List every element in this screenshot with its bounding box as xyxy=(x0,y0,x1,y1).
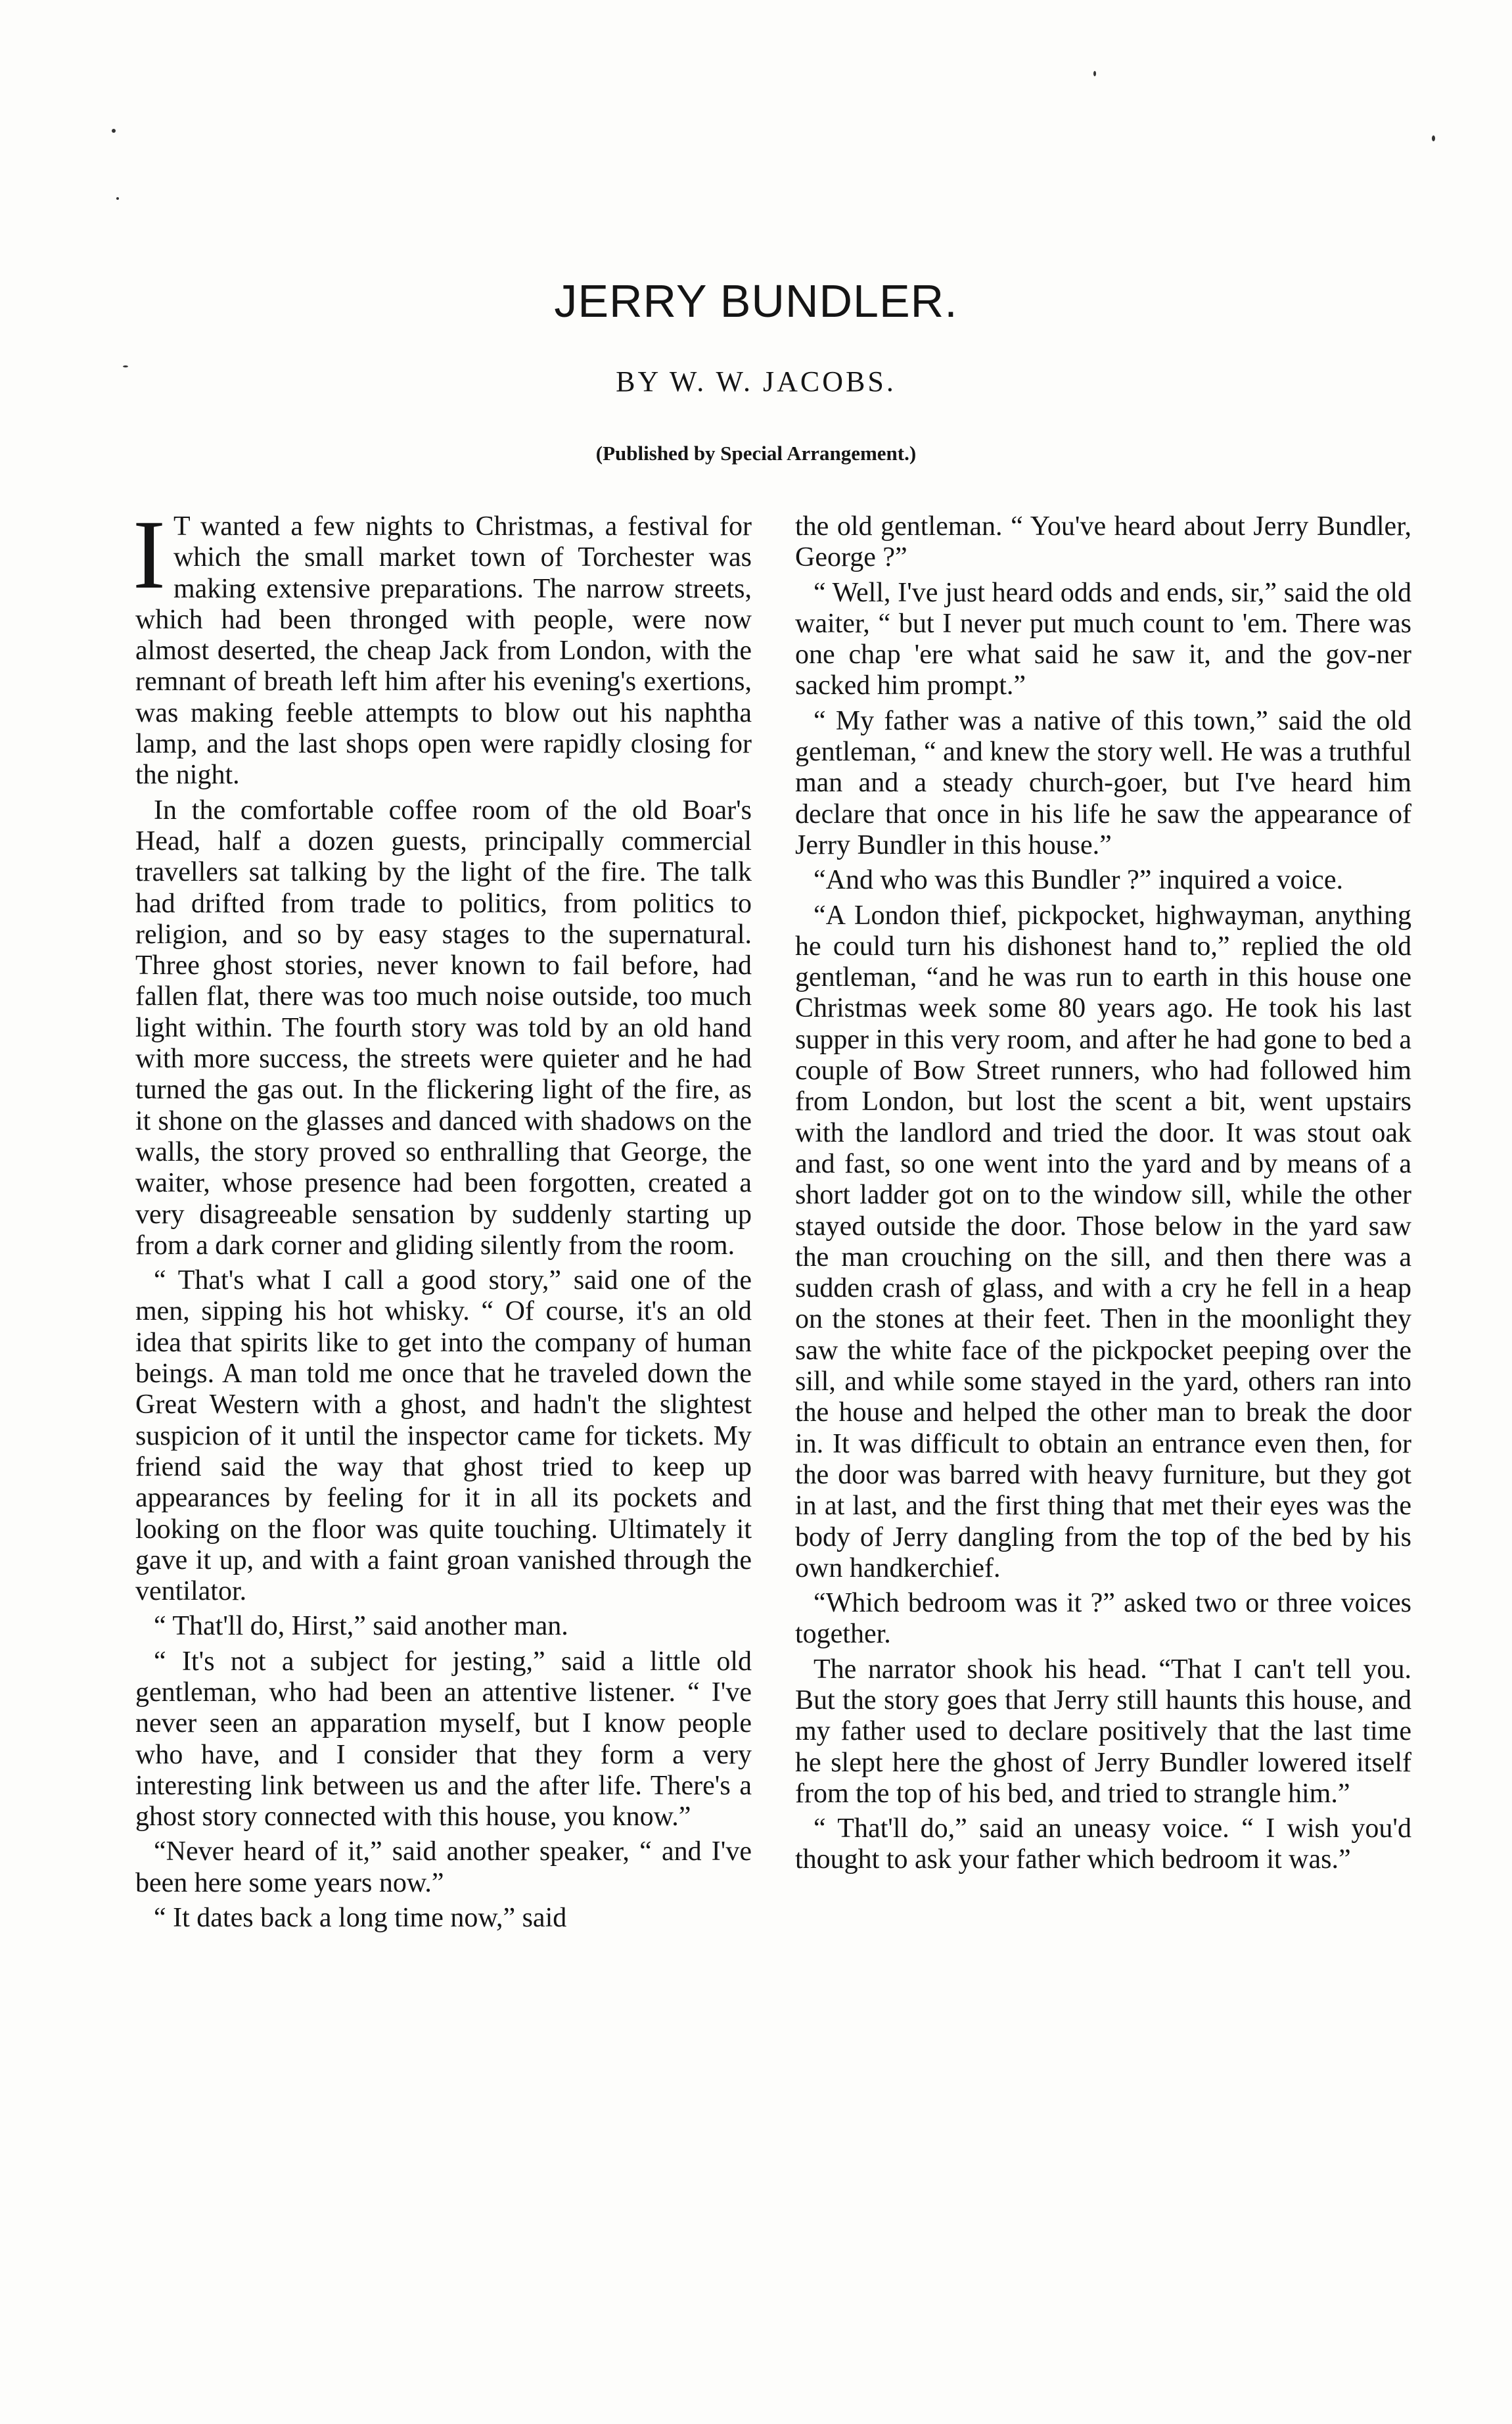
paragraph: “And who was this Bundler ?” inquired a voice. xyxy=(813,865,1343,896)
paragraph: “ It's not a subject for jesting,” said a little old gentleman, who had been an attentive listener. “ I've never seen an apparation myself, but I know people who have, and I consider that they form a very interesting link between us and the after life. There's a ghost story connected with this house, you know.” xyxy=(135,1646,752,1832)
print-speck xyxy=(1432,135,1435,141)
paragraph: In the comfortable coffee room of the old Boar's Head, half a dozen guests, principally commercial travellers sat talking by the light of the fire. The talk had drifted from trade to politics, from politics to religion, and so by easy stages to the supernatural. Three ghost stories, never known to fail before, had fallen flat, there was too much noise outside, too much light within. The fourth story was told by an old hand with more success, the streets were quieter and he had turned the gas out. In the flickering light of the fire, as it shone on the glasses and danced with shadows on the walls, the story proved so enthralling that George, the waiter, whose presence had been forgotten, created a very disagreeable sensation by suddenly starting up from a dark corner and gliding silently from the room. xyxy=(135,795,752,1261)
article-title: JERRY BUNDLER. xyxy=(554,275,958,327)
paragraph: “A London thief, pickpocket, highwayman, anything he could turn his dishonest hand to,” replied the old gentleman, “and he was run to earth in this house one Christmas week some 80 years ago. He took his last supper in this very room, and after he had gone to bed a couple of Bow Street runners, who had followed him from London, but lost the scent a bit, went upstairs with the landlord and tried the door. It was stout oak and fast, so one went into the yard and by means of a short ladder got on to the window sill, while the other stayed outside the door. Those below in the yard saw the man crouching on the sill, and then there was a sudden crash of glass, and with a cry he fell in a heap on the stones at their feet. Then in the moonlight they saw the white face of the pickpocket peeping over the sill, and while some stayed in the yard, others ran into the house and helped the other man to break the door in. It was difficult to obtain an entrance even then, for the door was barred with heavy furniture, but they got in at last, and the first thing that met their eyes was the body of Jerry dangling from the top of the bed by his own handkerchief. xyxy=(795,900,1411,1583)
drop-cap: I xyxy=(133,500,166,609)
left-column xyxy=(133,500,752,1938)
article-byline: BY W. W. JACOBS. xyxy=(616,365,896,398)
paragraph: “ Well, I've just heard odds and ends, sir,” said the old waiter, “ but I never put much count to 'em. There was one chap 'ere what said he saw it, and the gov-ner sacked him prompt.” xyxy=(795,577,1411,701)
paragraph: “Which bedroom was it ?” asked two or three voices together. xyxy=(795,1588,1411,1650)
paragraph: “ It dates back a long time now,” said xyxy=(154,1903,567,1934)
paragraph: “ That'll do, Hirst,” said another man. xyxy=(154,1611,568,1642)
print-speck xyxy=(112,129,116,133)
paragraph xyxy=(133,500,752,791)
paragraph: “Never heard of it,” said another speaker, “ and I've been here some years now.” xyxy=(135,1836,752,1898)
right-column xyxy=(795,511,1411,1880)
paragraph: the old gentleman. “ You've heard about Jerry Bundler, George ?” xyxy=(795,511,1411,573)
paragraph-text: T wanted a few nights to Christmas, a festival for which the small market town of Torchester was making extensive preparations. The narrow streets, which had been thronged with people, were now almost deserted, the cheap Jack from London, with the remnant of breath left him after his evening's exertions, was making feeble attempts to blow out his naphtha lamp, and the last shops open were rapidly closing for the night. xyxy=(135,511,752,791)
paragraph: “ That's what I call a good story,” said one of the men, sipping his hot whisky. “ Of course, it's an old idea that spirits like to get into the company of human beings. A man told me once that he traveled down the Great Western with a ghost, and hadn't the slightest suspicion of it until the inspector came for tickets. My friend said the way that ghost tried to keep up appearances by feeling for it in all its pockets and looking on the floor was quite touching. Ultimately it gave it up, and with a faint groan vanished through the ventilator. xyxy=(135,1265,752,1607)
print-speck xyxy=(116,197,119,200)
publication-note: (Published by Special Arrangement.) xyxy=(595,442,917,465)
paragraph: “ That'll do,” said an uneasy voice. “ I wish you'd thought to ask your father which bedroom it was.” xyxy=(795,1813,1411,1875)
paragraph: “ My father was a native of this town,” said the old gentleman, “ and knew the story well. He was a truthful man and a steady church-goer, but I've heard him declare that once in his life he saw the appearance of Jerry Bundler in this house.” xyxy=(795,705,1411,860)
paragraph: The narrator shook his head. “That I can't tell you. But the story goes that Jerry still haunts this house, and my father used to declare positively that the last time he slept here the ghost of Jerry Bundler lowered itself from the top of his bed, and tried to strangle him.” xyxy=(795,1654,1411,1809)
print-speck xyxy=(1093,71,1096,76)
